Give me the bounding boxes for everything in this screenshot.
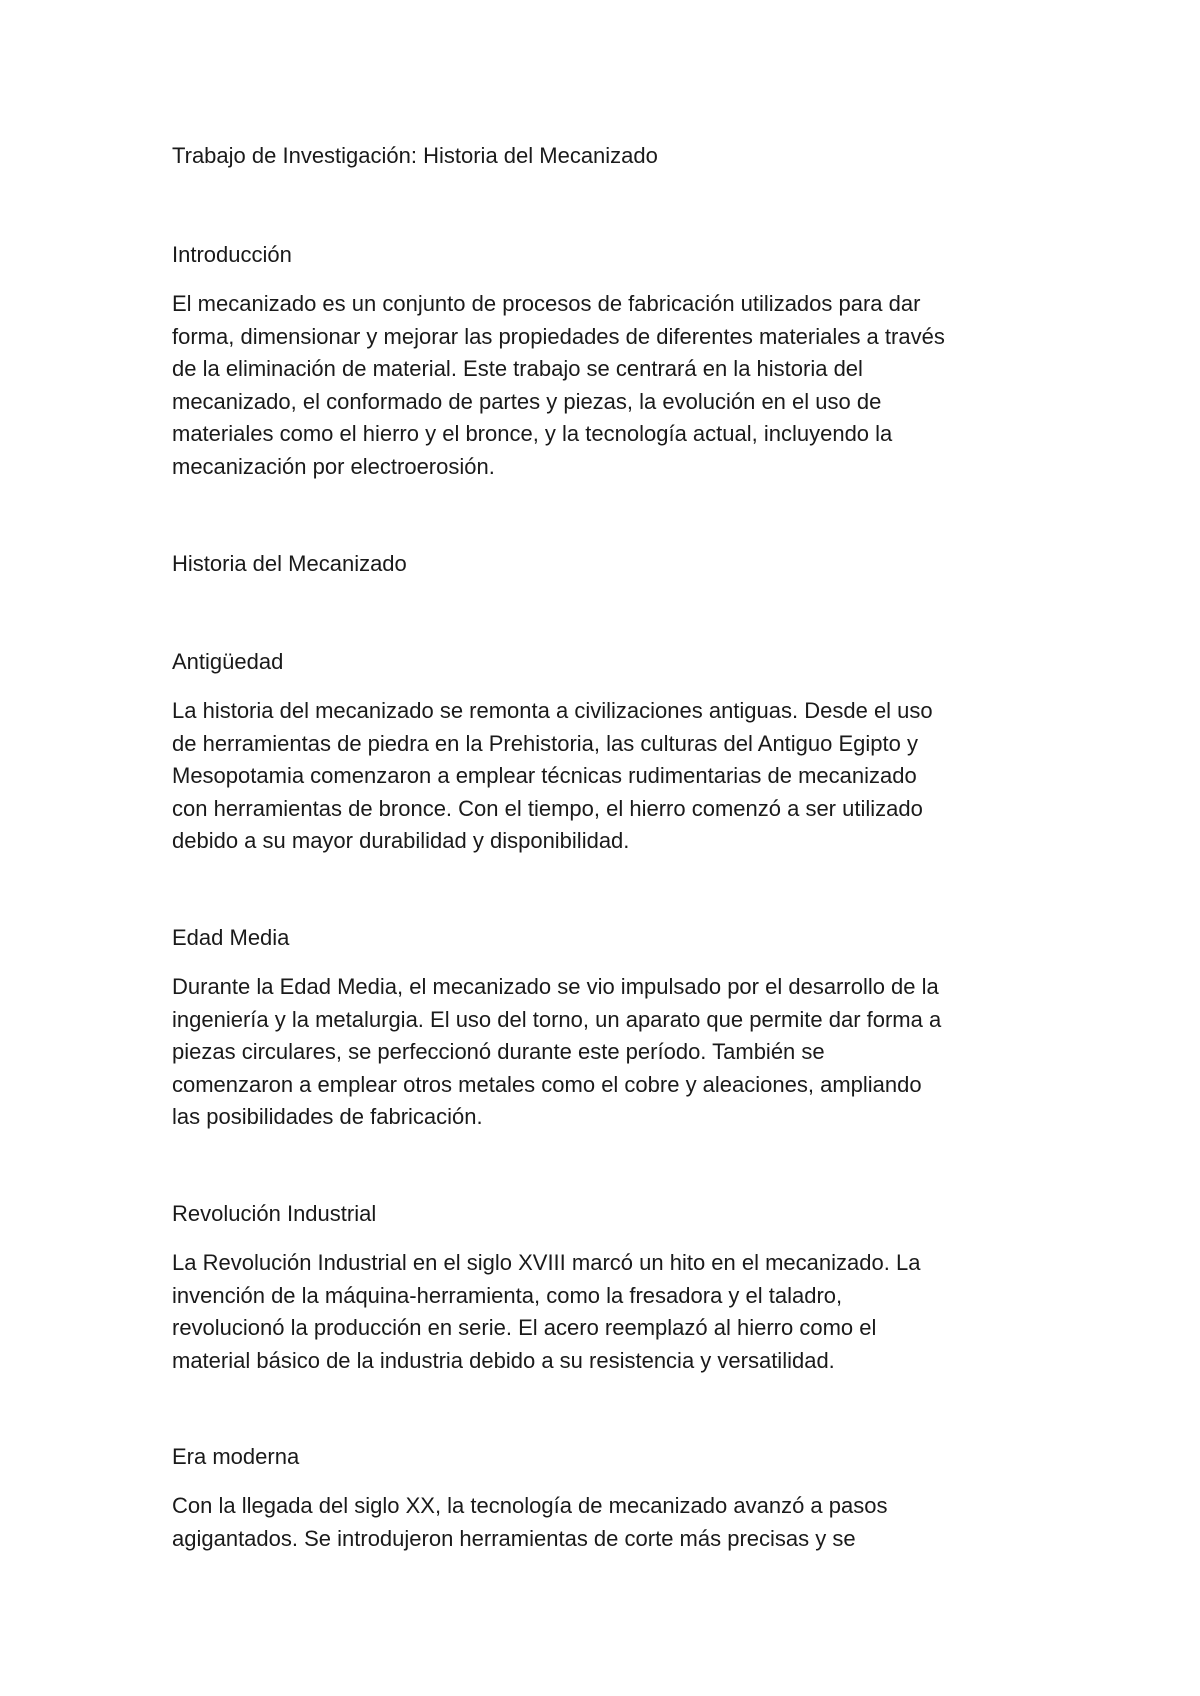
paragraph-line: El mecanizado es un conjunto de procesos de fabricación utilizados para dar	[172, 291, 921, 316]
paragraph-line: La historia del mecanizado se remonta a civilizaciones antiguas. Desde el uso	[172, 698, 933, 723]
paragraph-line: forma, dimensionar y mejorar las propiedades de diferentes materiales a través	[172, 323, 945, 349]
paragraph-line: La Revolución Industrial en el siglo XVIII marcó un hito en el mecanizado. La	[172, 1250, 921, 1275]
paragraph-line: ingeniería y la metalurgia. El uso del torno, un aparato que permite dar forma a	[172, 1006, 942, 1032]
section-heading-introduccion: Introducción	[172, 242, 292, 267]
paragraph-introduccion	[172, 288, 1052, 483]
section-heading-historia: Historia del Mecanizado	[172, 551, 407, 576]
section-heading-antiguedad: Antigüedad	[172, 649, 284, 674]
paragraph-line: comenzaron a emplear otros metales como el cobre y aleaciones, ampliando	[172, 1071, 922, 1097]
section-heading-revolucion-industrial: Revolución Industrial	[172, 1201, 377, 1226]
paragraph-line: invención de la máquina-herramienta, como la fresadora y el taladro,	[172, 1282, 843, 1308]
section-heading-era-moderna: Era moderna	[172, 1444, 300, 1469]
paragraph-line: agigantados. Se introdujeron herramientas de corte más precisas y se	[172, 1525, 856, 1551]
paragraph-line: materiales como el hierro y el bronce, y la tecnología actual, incluyendo la	[172, 421, 893, 446]
paragraph-line: mecanizado, el conformado de partes y piezas, la evolución en el uso de	[172, 388, 882, 414]
paragraph-line: de herramientas de piedra en la Prehistoria, las culturas del Antiguo Egipto y	[172, 730, 918, 756]
paragraph-line: Mesopotamia comenzaron a emplear técnicas rudimentarias de mecanizado	[172, 763, 917, 788]
document-title: Trabajo de Investigación: Historia del Mecanizado	[172, 143, 658, 168]
section-heading-edad-media: Edad Media	[172, 925, 290, 950]
paragraph-line: las posibilidades de fabricación.	[172, 1104, 483, 1129]
paragraph-line: material básico de la industria debido a su resistencia y versatilidad.	[172, 1347, 835, 1373]
paragraph-era-moderna	[172, 1490, 1052, 1555]
paragraph-line: Durante la Edad Media, el mecanizado se vio impulsado por el desarrollo de la	[172, 974, 939, 999]
paragraph-line: de la eliminación de material. Este trabajo se centrará en la historia del	[172, 356, 863, 381]
paragraph-edad-media	[172, 971, 1052, 1134]
paragraph-line: piezas circulares, se perfeccionó durante este período. También se	[172, 1039, 825, 1064]
paragraph-line: con herramientas de bronce. Con el tiempo, el hierro comenzó a ser utilizado	[172, 795, 923, 821]
paragraph-line: Con la llegada del siglo XX, la tecnología de mecanizado avanzó a pasos	[172, 1493, 888, 1518]
paragraph-antiguedad	[172, 695, 1052, 858]
paragraph-line: revolucionó la producción en serie. El acero reemplazó al hierro como el	[172, 1315, 877, 1340]
paragraph-revolucion-industrial	[172, 1247, 1052, 1377]
paragraph-line: debido a su mayor durabilidad y disponibilidad.	[172, 828, 630, 853]
paragraph-line: mecanización por electroerosión.	[172, 453, 495, 479]
